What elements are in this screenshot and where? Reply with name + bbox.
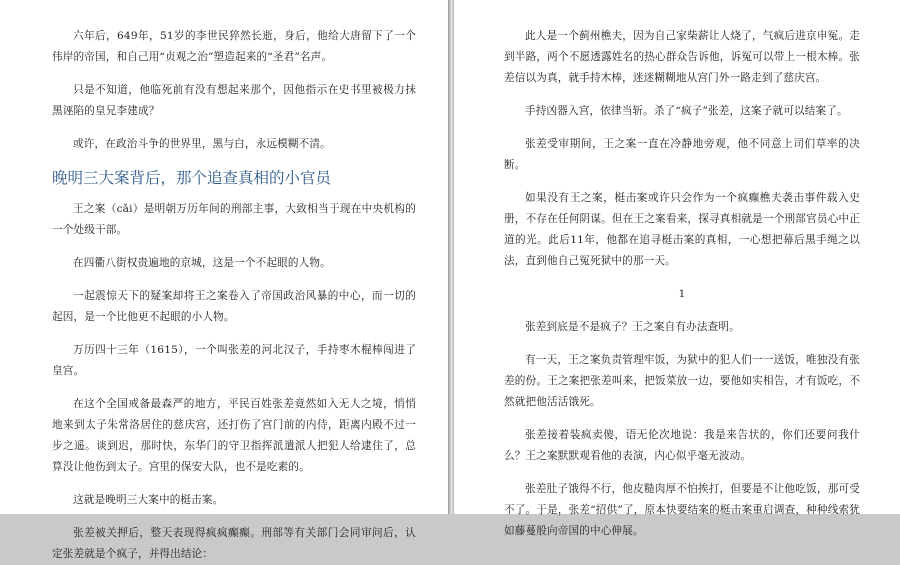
paragraph: 张差接着装疯卖傻，语无伦次地说：我是来告状的，你们还要问我什么？王之案默默观看他的表演，内心似乎毫无波动。	[504, 429, 860, 462]
paragraph: 万历四十三年（1615），一个叫张差的河北汉子，手持枣木棍棒闯进了皇宫。	[52, 344, 416, 377]
paragraph: 在这个全国戒备最森严的地方，平民百姓张差竟然如入无人之境，悄悄地来到太子朱常洛居住的慈庆宫，还打伤了宫门前的内侍，距离内殿不过一步之遥。谈到迟，那时快，东华门的守卫指挥派遣派人把犯人给逮住了，总算没让他伤到太子。宫里的保安大队，也不是吃素的。	[52, 398, 416, 473]
paragraph: 只是不知道，他临死前有没有想起来那个，因他指示在史书里被极力抹黑诬陷的皇兄李建成？	[52, 84, 416, 117]
left-page	[0, 0, 448, 560]
paragraph: 如果没有王之案，梃击案或许只会作为一个疯癫樵夫袭击事件载入史册，不存在任何阴谋。但在王之案看来，探寻真相就是一个刑部官员心中正道的光。此后11年，他都在追寻梃击案的真相，一心想把幕后黑手绳之以法，直到他自己冤死狱中的那一天。	[504, 192, 860, 267]
paragraph: 张差到底是不是疯子？王之案自有办法查明。	[525, 321, 740, 333]
paragraph: 或许，在政治斗争的世界里，黑与白，永远模糊不清。	[73, 138, 331, 150]
paragraph: 这就是晚明三大案中的梃击案。	[73, 494, 224, 506]
section-number: 1	[678, 288, 686, 300]
paragraph: 有一天，王之案负责管理牢饭，为狱中的犯人们一一送饭，唯独没有张差的份。王之案把张差叫来，把饭菜放一边，要他如实相告，才有饭吃，不然就把他活活饿死。	[504, 354, 860, 408]
paragraph: 六年后，649年，51岁的李世民猝然长逝，身后，他给大唐留下了一个伟岸的帝国，和自己用“贞观之治”塑造起来的“圣君”名声。	[52, 30, 416, 63]
paragraph: 张差受审期间，王之案一直在冷静地旁观，他不同意上司们草率的决断。	[504, 138, 860, 171]
paragraph: 手持凶器入宫，依律当斩。杀了“疯子”张差，这案子就可以结案了。	[525, 105, 848, 117]
paragraph: 此人是一个蓟州樵夫，因为自己家柴薪让人烧了，气疯后进京申冤。走到半路，两个不愿透露姓名的热心群众告诉他，诉冤可以带上一根木棒。张差信以为真，就手持木棒，迷迷糊糊地从宫门外一路走到了慈庆宫。	[504, 30, 860, 84]
paragraph: 在四衢八街权贵遍地的京城，这是一个不起眼的人物。	[73, 257, 331, 269]
paragraph: 张差肚子饿得不行，他皮糙肉厚不怕挨打，但要是不让他吃饭，那可受不了。于是，张差“招供”了，原本快要结案的梃击案重启调查，种种线索犹如藤蔓般向帝国的中心伸展。	[504, 483, 860, 537]
right-page	[454, 0, 900, 537]
paragraph: 王之案（cǎi）是明朝万历年间的刑部主事，大致相当于现在中央机构的一个处级干部。	[52, 203, 416, 236]
chapter-heading: 晚明三大案背后，那个追查真相的小官员	[52, 169, 332, 187]
paragraph: 张差被关押后，整天表现得疯疯癫癫。刑部等有关部门会同审问后，认定张差就是个疯子，并得出结论：	[52, 527, 416, 560]
paragraph: 一起震惊天下的疑案却将王之案卷入了帝国政治风暴的中心，而一切的起因，是一个比他更不起眼的小人物。	[52, 290, 416, 323]
